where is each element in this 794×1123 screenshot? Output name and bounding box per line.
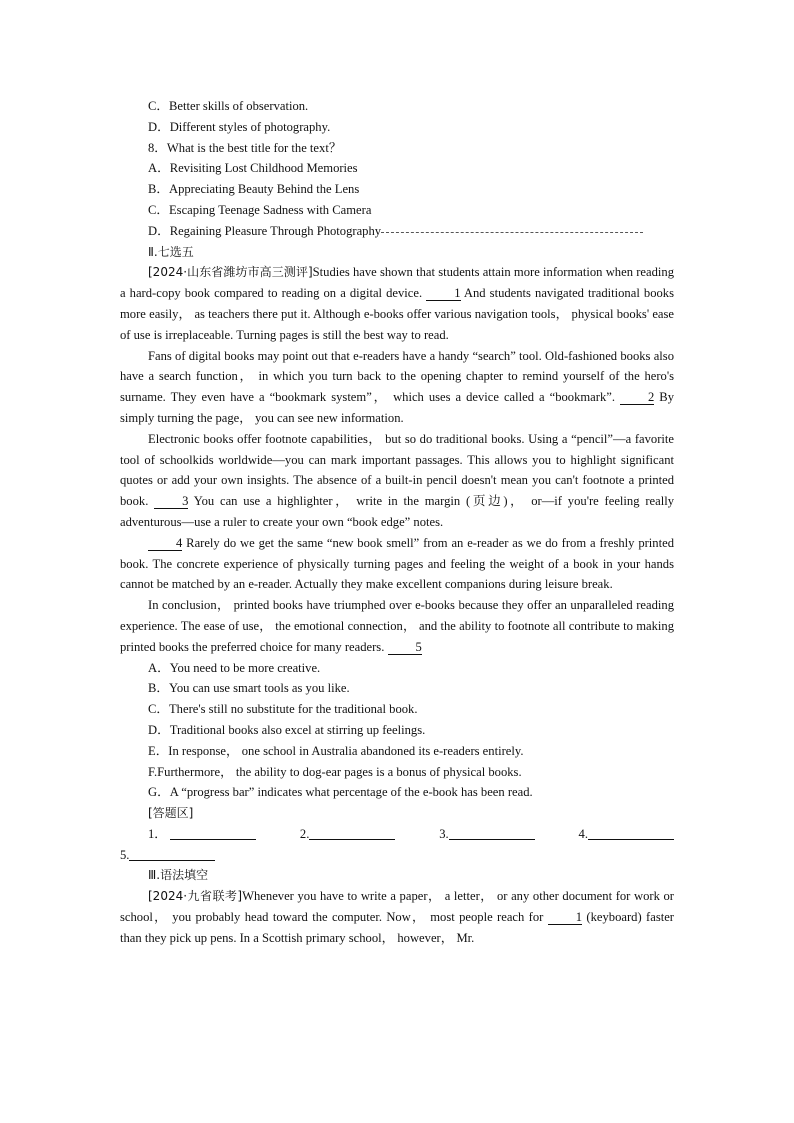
answer-field-4[interactable] (588, 825, 674, 840)
answer-row (120, 824, 674, 845)
q8-option-b: B．Appreciating Beauty Behind the Lens (148, 182, 360, 197)
q8-option-d-row (120, 221, 674, 242)
q8-option-d: D．Regaining Pleasure Through Photography (148, 223, 382, 238)
blank-2[interactable]: 2 (620, 390, 654, 405)
section2-paragraph-4: 4 Rarely do we get the same “new book smell” from an e-reader as we do from a freshly printed book. The concrete experience of physically turning pages and feeling the weight of a book in your hands cannot be matched by an e-reader. Actually they make excellent companions during leisure break. (120, 535, 674, 592)
section3-source: [2024·九省联考] (148, 889, 243, 904)
option-g: G．A “progress bar” indicates what percentage of the e-book has been read. (148, 785, 533, 800)
option-f: F.Furthermore， the ability to dog-ear pages is a bonus of physical books. (148, 764, 522, 779)
blank-5[interactable]: 5 (388, 640, 422, 655)
section2-paragraph-3: Electronic books offer footnote capabilities， but so do traditional books. Using a “pencil”—a favorite tool of schoolkids worldwide—you can mark important passages. This allows you to highlight significant quotes or add your own insights. The absence of a built-in pencil doesn't mean you can't footnote a printed book. 3 You can use a highlighter， write in the margin (页边)， or—if you're feeling really adventurous—use a ruler to create your own “book edge” notes. (120, 431, 674, 529)
answer-area-label: [答题区] (148, 806, 194, 821)
q7-option-d: D．Different styles of photography. (148, 119, 331, 134)
answer-slot-5: 5. (120, 845, 674, 866)
grammar-blank-1[interactable]: 1 (548, 910, 582, 925)
option-d: D．Traditional books also excel at stirring up feelings. (148, 722, 426, 737)
option-b: B．You can use smart tools as you like. (148, 681, 350, 696)
document-page (120, 96, 674, 949)
section3-heading: Ⅲ.语法填空 (148, 868, 209, 883)
q7-option-c: C．Better skills of observation. (148, 99, 309, 113)
answer-field-1[interactable] (170, 825, 256, 840)
section2-paragraph-1: [2024·山东省潍坊市高三测评]Studies have shown that students attain more information when reading a hard-copy book compared to reading on a digital device. 1 And students navigated traditional books more easily， as teachers there put it. Although e-books offer various navigation tools， physical books' ease of use is irreplaceable. Turning pages is still the best way to read. (120, 265, 674, 342)
dotted-divider (381, 231, 643, 233)
answer-field-2[interactable] (309, 825, 395, 840)
section2-heading: Ⅱ.七选五 (148, 244, 194, 259)
answer-slot-2: 2. (300, 824, 395, 845)
section2-source: [2024·山东省潍坊市高三测评] (148, 265, 313, 280)
section3-paragraph-1: [2024·九省联考]Whenever you have to write a paper， a letter， or any other document for work or school， you probably head toward the computer. Now， most people reach for 1 (keyboard) faster than they pick up pens. In a Scottish primary school， however， Mr. (120, 889, 675, 945)
answer-field-5[interactable] (129, 846, 215, 861)
blank-3[interactable]: 3 (154, 494, 188, 509)
section2-paragraph-5: In conclusion， printed books have triumphed over e-books because they offer an unparalleled reading experience. The ease of use， the emotional connection， and the ability to footnote all contribute to making printed books the preferred choice for many readers. 5 (120, 598, 674, 654)
option-c: C．There's still no substitute for the traditional book. (148, 702, 418, 717)
q8-option-a: A．Revisiting Lost Childhood Memories (148, 161, 358, 176)
answer-slot-4: 4. (579, 824, 674, 845)
option-e: E．In response， one school in Australia abandoned its e-readers entirely. (148, 743, 524, 758)
answer-field-3[interactable] (449, 825, 535, 840)
option-a: A．You need to be more creative. (148, 660, 321, 675)
q8-option-c: C．Escaping Teenage Sadness with Camera (148, 202, 372, 217)
answer-slot-3: 3. (439, 824, 534, 845)
answer-slot-1: 1． (148, 824, 256, 845)
section2-paragraph-2: Fans of digital books may point out that e-readers have a handy “search” tool. Old-fashioned books also have a search function， in which you turn back to the opening chapter to remind yourself of the hero's surname. They even have a “bookmark system”， which uses a device called a “bookmark”. 2 By simply turning the page， you can see new information. (120, 348, 674, 425)
blank-4[interactable]: 4 (148, 536, 182, 551)
blank-1[interactable]: 1 (426, 286, 460, 301)
q8-question: 8．What is the best title for the text？ (148, 140, 342, 155)
